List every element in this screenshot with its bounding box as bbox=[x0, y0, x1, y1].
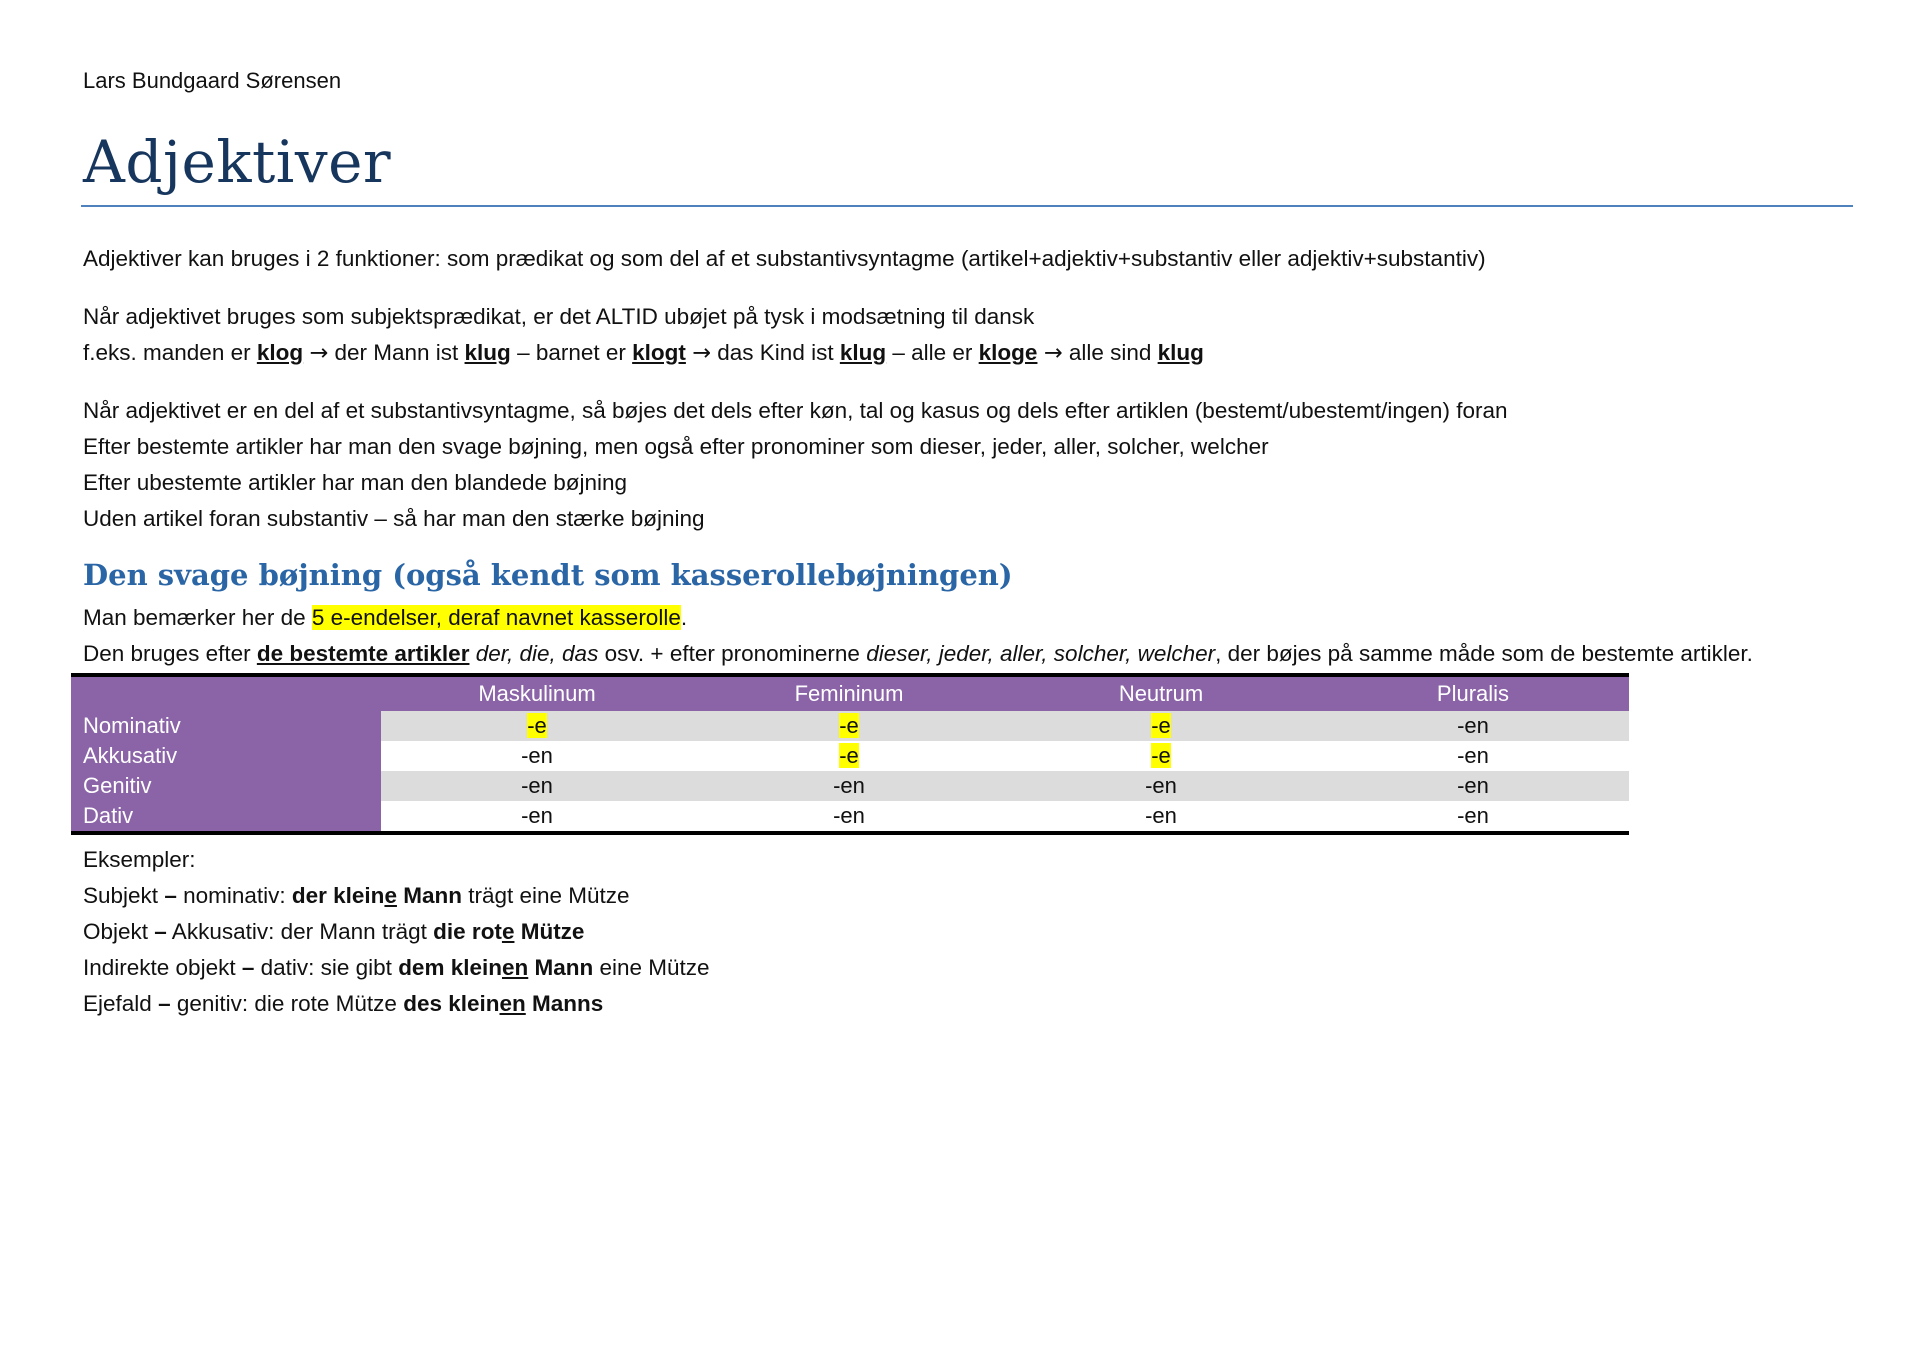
table-cell bbox=[381, 771, 693, 801]
section-note bbox=[83, 605, 687, 631]
example-text: Subjekt bbox=[83, 883, 165, 908]
attributive-line-2: Efter bestemte artikler har man den svage bøjning, men også efter pronominer som dieser, jeder, aller, solcher, welcher bbox=[83, 434, 1269, 459]
example-text: Akkusativ: der Mann trägt bbox=[166, 919, 434, 944]
example-dash: – bbox=[158, 991, 171, 1016]
example-text: dativ: sie gibt bbox=[254, 955, 399, 980]
usage-text: Den bruges efter bbox=[83, 641, 257, 666]
table-row bbox=[71, 741, 1629, 771]
table-cell bbox=[1005, 771, 1317, 801]
example-text: das Kind ist bbox=[711, 340, 840, 365]
example-word: klog bbox=[256, 340, 304, 365]
ending: -e bbox=[839, 713, 859, 738]
usage-text: , der bøjes på samme måde som de bestemte artikler. bbox=[1215, 641, 1753, 666]
declension-table bbox=[71, 673, 1629, 835]
table-cell bbox=[1005, 711, 1317, 741]
table-corner bbox=[71, 675, 381, 711]
usage-bold: de bestemte artikler bbox=[256, 641, 470, 666]
ending: -en bbox=[521, 743, 553, 768]
example-bold: des klein bbox=[403, 991, 500, 1016]
predicate-example bbox=[83, 340, 1204, 366]
arrow-icon: → bbox=[309, 340, 329, 366]
ending: -e bbox=[839, 743, 859, 768]
example-text: Indirekte objekt bbox=[83, 955, 242, 980]
table-cell bbox=[693, 741, 1005, 771]
example-text: Ejefald bbox=[83, 991, 159, 1016]
highlighted-text: 5 e-endelser, deraf navnet kasserolle bbox=[311, 605, 681, 630]
table-cell bbox=[381, 741, 693, 771]
intro-paragraph: Adjektiver kan bruges i 2 funktioner: som prædikat og som del af et substantivsyntagme (artikel+adjektiv+substantiv eller adjektiv+substantiv) bbox=[83, 246, 1486, 271]
table-cell bbox=[1005, 801, 1317, 833]
example-bold: Mann bbox=[396, 883, 462, 908]
table-cell bbox=[1005, 741, 1317, 771]
table-row bbox=[71, 711, 1629, 741]
example-dash: – bbox=[154, 919, 167, 944]
note-text: Man bemærker her de bbox=[83, 605, 312, 630]
example-object bbox=[83, 919, 584, 945]
arrow-icon: → bbox=[692, 340, 712, 366]
example-word: klug bbox=[464, 340, 511, 365]
ending: -en bbox=[1145, 803, 1177, 828]
example-indirect-object bbox=[83, 955, 710, 981]
table-cell bbox=[1317, 801, 1629, 833]
page-title: Adjektiver bbox=[83, 128, 392, 196]
column-header: Maskulinum bbox=[381, 675, 693, 711]
ending: -e bbox=[1151, 713, 1171, 738]
ending: -e bbox=[1151, 743, 1171, 768]
example-bold: der klein bbox=[291, 883, 385, 908]
attributive-line-3: Efter ubestemte artikler har man den blandede bøjning bbox=[83, 470, 628, 495]
example-text: eine Mütze bbox=[593, 955, 710, 980]
section-heading: Den svage bøjning (også kendt som kasserollebøjningen) bbox=[83, 558, 1013, 592]
usage-italic: dieser, jeder, aller, solcher, welcher bbox=[866, 641, 1216, 666]
ending: -en bbox=[833, 773, 865, 798]
ending: -en bbox=[1145, 773, 1177, 798]
example-text: – alle er bbox=[886, 340, 979, 365]
ending: -en bbox=[1457, 773, 1489, 798]
ending: -en bbox=[1457, 713, 1489, 738]
usage-italic: der, die, das bbox=[475, 641, 599, 666]
case-label: Genitiv bbox=[71, 771, 381, 801]
ending: -en bbox=[833, 803, 865, 828]
example-word: klug bbox=[1157, 340, 1204, 365]
example-word: klogt bbox=[632, 340, 686, 365]
ending: -en bbox=[521, 803, 553, 828]
usage-text: osv. + efter pronominerne bbox=[598, 641, 867, 666]
example-bold: Mann bbox=[528, 955, 594, 980]
attributive-line-4: Uden artikel foran substantiv – så har man den stærke bøjning bbox=[83, 506, 705, 531]
table-header-row bbox=[71, 675, 1629, 711]
column-header: Neutrum bbox=[1005, 675, 1317, 711]
table-cell bbox=[381, 801, 693, 833]
predicate-paragraph: Når adjektivet bruges som subjektsprædikat, er det ALTID ubøjet på tysk i modsætning til dansk bbox=[83, 304, 1035, 329]
example-text: Objekt bbox=[83, 919, 155, 944]
example-ending: en bbox=[499, 991, 526, 1016]
section-usage bbox=[83, 641, 1753, 667]
example-bold: Mütze bbox=[514, 919, 585, 944]
column-header: Femininum bbox=[693, 675, 1005, 711]
example-text: alle sind bbox=[1062, 340, 1158, 365]
table-cell bbox=[381, 711, 693, 741]
table-cell bbox=[1317, 711, 1629, 741]
example-dash: – bbox=[164, 883, 177, 908]
table-cell bbox=[1317, 771, 1629, 801]
table-row bbox=[71, 771, 1629, 801]
example-genitive bbox=[83, 991, 603, 1017]
example-text: nominativ: bbox=[176, 883, 292, 908]
case-label: Nominativ bbox=[71, 711, 381, 741]
example-ending: e bbox=[384, 883, 397, 908]
ending: -en bbox=[1457, 743, 1489, 768]
example-word: klug bbox=[839, 340, 887, 365]
table-cell bbox=[693, 711, 1005, 741]
note-text: . bbox=[680, 605, 688, 630]
case-label: Akkusativ bbox=[71, 741, 381, 771]
ending: -e bbox=[527, 713, 547, 738]
example-word: kloge bbox=[978, 340, 1038, 365]
example-text: der Mann ist bbox=[328, 340, 465, 365]
title-rule bbox=[81, 205, 1853, 207]
example-text: genitiv: die rote Mütze bbox=[170, 991, 404, 1016]
arrow-icon: → bbox=[1043, 340, 1063, 366]
example-dash: – bbox=[241, 955, 255, 980]
author-name: Lars Bundgaard Sørensen bbox=[83, 68, 342, 93]
case-label: Dativ bbox=[71, 801, 381, 833]
ending: -en bbox=[521, 773, 553, 798]
example-text: – barnet er bbox=[510, 340, 633, 365]
example-text: trägt eine Mütze bbox=[461, 883, 630, 908]
column-header: Pluralis bbox=[1317, 675, 1629, 711]
attributive-line-1: Når adjektivet er en del af et substantivsyntagme, så bøjes det dels efter køn, tal og kasus og dels efter artiklen (bestemt/ubestemt/ingen) foran bbox=[83, 398, 1508, 423]
example-ending: e bbox=[501, 919, 515, 944]
example-text: f.eks. manden er bbox=[83, 340, 257, 365]
example-bold: die rot bbox=[433, 919, 502, 944]
table-cell bbox=[693, 801, 1005, 833]
example-subject bbox=[83, 883, 630, 909]
ending: -en bbox=[1457, 803, 1489, 828]
example-ending: en bbox=[501, 955, 529, 980]
table-cell bbox=[1317, 741, 1629, 771]
example-bold: Manns bbox=[525, 991, 604, 1016]
table-row bbox=[71, 801, 1629, 833]
example-bold: dem klein bbox=[398, 955, 502, 980]
table-cell bbox=[693, 771, 1005, 801]
examples-label: Eksempler: bbox=[83, 847, 196, 872]
